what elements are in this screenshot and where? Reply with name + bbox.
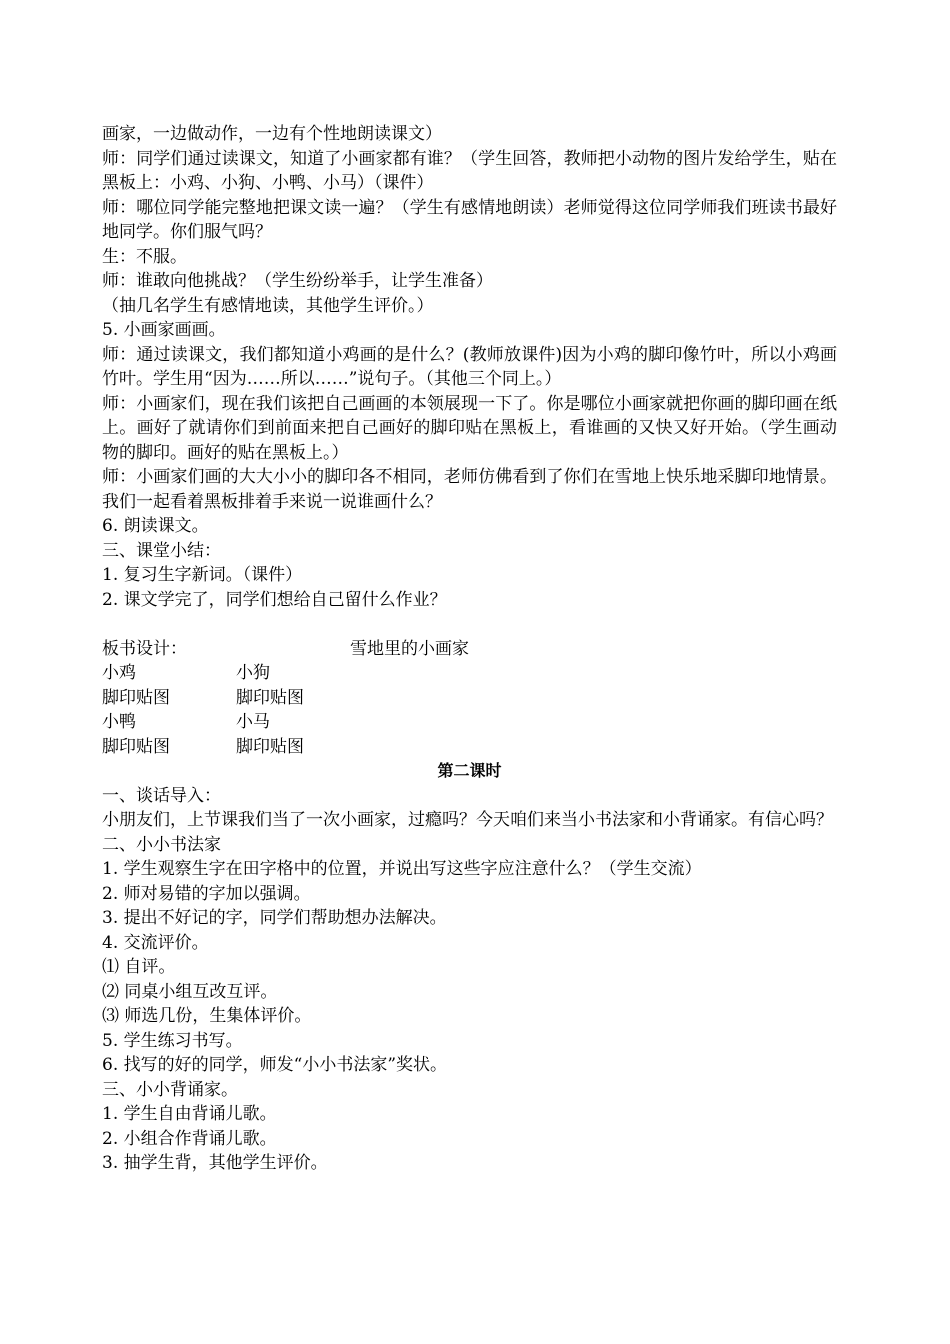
text-line: 3. 提出不好记的字，同学们帮助想办法解决。 <box>102 908 447 928</box>
text-line: 2. 小组合作背诵儿歌。 <box>102 1128 277 1149</box>
board-cell: 小狗 <box>236 663 270 683</box>
section-heading: 三、课堂小结： <box>102 540 221 561</box>
text-paragraph: 师：哪位同学能完整地把课文读一遍？（学生有感情地朗读）老师觉得这位同学师我们班读书最好地同学。你们服气吗？ <box>102 197 837 242</box>
board-cell: 脚印贴图 <box>102 736 170 757</box>
text-paragraph: 师：同学们通过读课文，知道了小画家都有谁？（学生回答，教师把小动物的图片发给学生，贴在黑板上：小鸡、小狗、小鸭、小马）（课件） <box>102 148 837 193</box>
board-cell: 脚印贴图 <box>102 687 170 708</box>
text-line: ⑶ 师选几份，生集体评价。 <box>102 1006 312 1026</box>
text-line: ⑴ 自评。 <box>102 957 176 977</box>
text-line: 2. 课文学完了，同学们想给自己留什么作业？ <box>102 589 447 610</box>
text-line: 6. 朗读课文。 <box>102 516 209 536</box>
text-line: 6. 找写的好的同学，师发“小小书法家”奖状。 <box>102 1055 448 1075</box>
text-line: 1. 学生自由背诵儿歌。 <box>102 1104 277 1124</box>
text-line: ⑵ 同桌小组互改互评。 <box>102 981 278 1002</box>
text-line: 1. 复习生字新词。（课件） <box>102 565 303 585</box>
board-row <box>102 710 837 735</box>
text-paragraph: 师：小画家们，现在我们该把自己画画的本领展现一下了。你是哪位小画家就把你画的脚印画在纸上。画好了就请你们到前面来把自己画好的脚印贴在黑板上，看谁画的又快又好开始。（学生画动物的脚印。画好的贴在黑板上。） <box>102 393 837 463</box>
board-row <box>102 686 837 711</box>
board-cell: 脚印贴图 <box>236 736 304 757</box>
text-paragraph: 师：小画家们画的大大小小的脚印各不相同，老师仿佛看到了你们在雪地上快乐地采脚印地情景。我们一起看着黑板排着手来说一说谁画什么？ <box>102 467 837 512</box>
section-heading: 三、小小背诵家。 <box>102 1079 238 1100</box>
text-line: 5. 小画家画画。 <box>102 320 226 340</box>
text-line: 4. 交流评价。 <box>102 932 209 953</box>
board-design-label: 板书设计： <box>102 638 187 659</box>
board-cell: 小鸡 <box>102 663 136 683</box>
board-cell: 脚印贴图 <box>236 687 304 708</box>
blank-line <box>102 612 837 637</box>
text-line: 5. 学生练习书写。 <box>102 1030 243 1051</box>
text-paragraph: 师：通过读课文，我们都知道小鸡画的是什么？(教师放课件)因为小鸡的脚印像竹叶，所以小鸡画竹叶。学生用“因为……所以……”说句子。（其他三个同上。） <box>102 344 837 389</box>
text-line: （抽几名学生有感情地读，其他学生评价。） <box>102 295 434 316</box>
text-line: 师：谁敢向他挑战？（学生纷纷举手，让学生准备） <box>102 271 493 291</box>
document-page <box>102 122 837 1176</box>
section-heading: 二、小小书法家 <box>102 834 221 855</box>
board-design-header <box>102 637 837 662</box>
board-row <box>102 735 837 760</box>
section-heading: 一、谈话导入： <box>102 785 221 806</box>
text-line: 生：不服。 <box>102 246 187 267</box>
text-paragraph: 小朋友们，上节课我们当了一次小画家，过瘾吗？今天咱们来当小书法家和小背诵家。有信心吗？ <box>102 810 833 830</box>
text-line: 3. 抽学生背，其他学生评价。 <box>102 1153 328 1173</box>
text-line: 画家，一边做动作，一边有个性地朗读课文） <box>102 124 442 144</box>
text-line: 2. 师对易错的字加以强调。 <box>102 883 311 904</box>
board-cell: 小鸭 <box>102 712 136 732</box>
lesson-heading: 第二课时 <box>437 761 502 780</box>
board-design-title: 雪地里的小画家 <box>350 638 469 659</box>
board-row <box>102 661 837 686</box>
board-cell: 小马 <box>236 712 270 732</box>
text-line: 1. 学生观察生字在田字格中的位置，并说出写这些字应注意什么？（学生交流） <box>102 859 702 879</box>
